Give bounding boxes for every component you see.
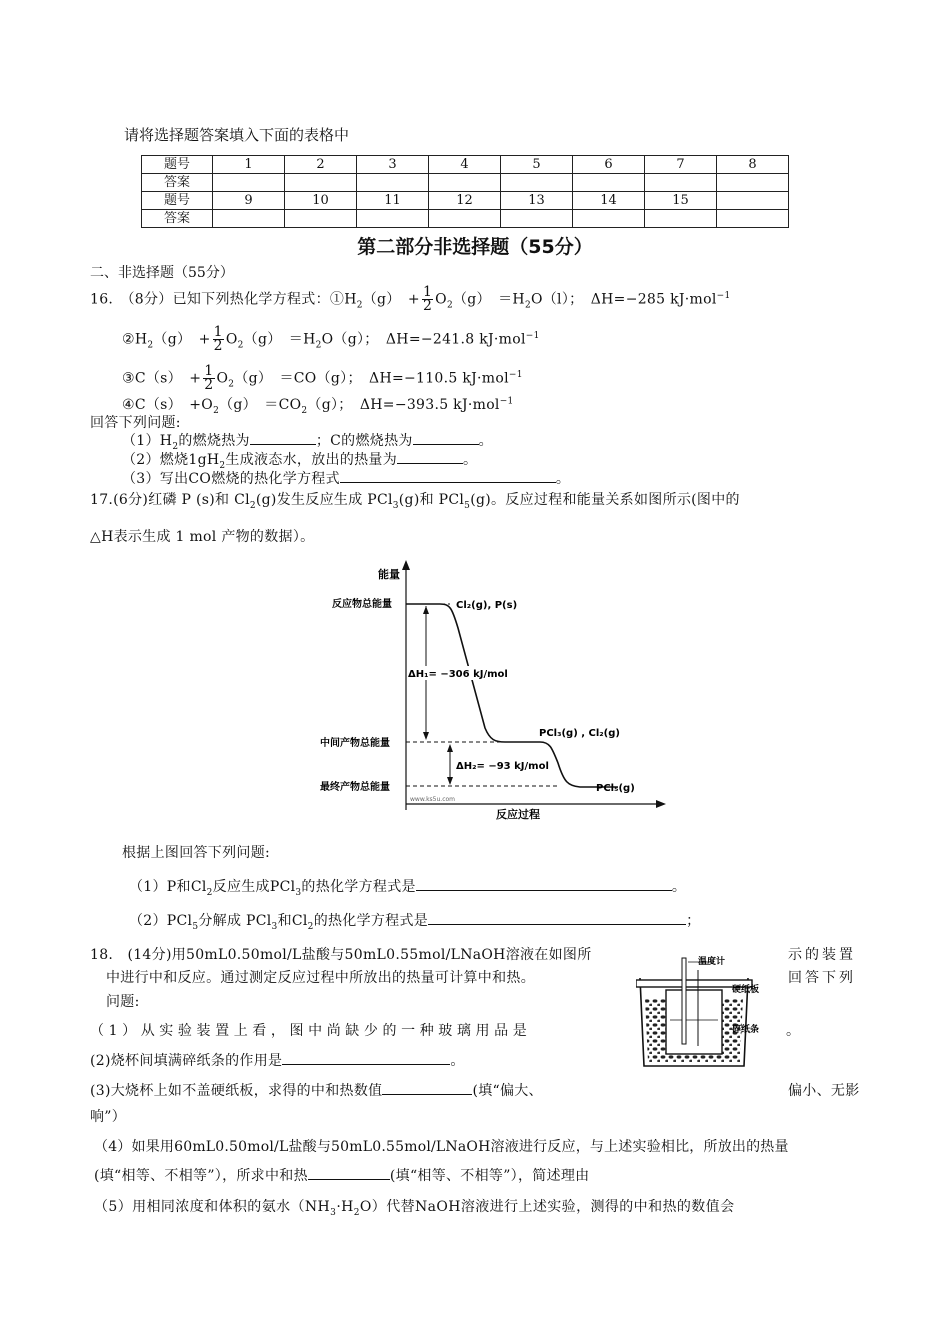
part-title: 第二部分非选择题（55分）: [357, 236, 593, 258]
final-level-label: 最终产物总能量: [320, 782, 390, 793]
q16-intro: 16. （8分）已知下列热化学方程式：: [90, 291, 330, 308]
q18-sub3: [90, 1080, 543, 1100]
dh2-arrowhead: [447, 744, 453, 752]
eq-sub: 2: [147, 340, 154, 351]
eq-sub: 2: [237, 340, 244, 351]
text: ；: [686, 913, 701, 929]
eq-text: O: [435, 291, 447, 308]
dh1-label: ΔH₁= −306 kJ/mol: [408, 669, 508, 680]
row-label: 题号: [142, 156, 213, 174]
final-species: PCl₅(g): [596, 783, 635, 794]
text: 的热化学方程式是: [313, 913, 429, 929]
question-number: 6: [573, 156, 645, 174]
text: (填“偏大、: [472, 1083, 543, 1099]
answer-cell[interactable]: [213, 210, 285, 228]
question-number: 7: [645, 156, 717, 174]
eq-sup: −1: [499, 396, 514, 407]
answer-cell[interactable]: [645, 210, 717, 228]
energy-diagram: [300, 558, 680, 826]
answer-cell[interactable]: [285, 210, 357, 228]
q18-sub4-line2: [94, 1165, 589, 1185]
text: 17.(6分)红磷 P (s)和 Cl: [90, 492, 250, 508]
frac-den: 2: [422, 298, 433, 314]
thermometer-label: 温度计: [698, 957, 726, 967]
question-number: 14: [573, 192, 645, 210]
instruction: 请将选择题答案填入下面的表格中: [124, 126, 350, 144]
q17-line2: △H表示生成 1 mol 产物的数据）。: [90, 529, 315, 545]
reactant-species: Cl₂(g), P(s): [456, 600, 518, 611]
eq-sup: −1: [525, 330, 540, 341]
x-axis-label: 反应过程: [496, 808, 540, 821]
answer-blank[interactable]: [413, 430, 479, 445]
question-number: 10: [285, 192, 357, 210]
eq-sup: −1: [716, 290, 731, 301]
cardboard-label: 硬纸板: [732, 985, 760, 995]
answer-cell[interactable]: [645, 174, 717, 192]
q17-sub1: （1）P和$Cl_2$反应生成PCl$_3$的热化学方程式是 。: [129, 876, 686, 898]
dh2-label: ΔH₂= −93 kJ/mol: [456, 761, 549, 772]
q18-sub1-end: 。: [786, 1023, 801, 1039]
text: （3）写出CO燃烧的热化学方程式: [122, 471, 340, 487]
question-number: 3: [357, 156, 429, 174]
frac-num: 1: [204, 363, 214, 379]
answer-cell[interactable]: [573, 174, 645, 192]
question-number: 15: [645, 192, 717, 210]
answer-blank[interactable]: [340, 468, 556, 483]
watermark: www.ks5u.com: [410, 796, 456, 803]
eq-text: （g）； ΔH=−393.5 kJ·mol: [307, 397, 500, 413]
text: （2）PCl: [129, 913, 193, 929]
question-number: 12: [429, 192, 501, 210]
eq-text: C（s） +O: [134, 397, 214, 413]
answer-cell[interactable]: [717, 174, 789, 192]
answer-blank[interactable]: [382, 1080, 472, 1095]
answer-cell[interactable]: [429, 210, 501, 228]
question-number: 13: [501, 192, 573, 210]
q16-eq2: [122, 326, 540, 353]
eq-sub: 2: [228, 379, 235, 390]
answer-blank[interactable]: [428, 910, 686, 925]
answer-cell[interactable]: [501, 210, 573, 228]
answer-table: [141, 155, 789, 228]
answer-blank[interactable]: [282, 1050, 450, 1065]
text: （5）用相同浓度和体积的氨水（NH: [94, 1199, 331, 1215]
y-axis-label: 能量: [378, 568, 400, 581]
eq-marker: ①: [329, 291, 345, 308]
q16-sub1: $(1)H_2$的燃烧热为 ；C的燃烧热为 。: [122, 430, 493, 452]
question-number: 8: [717, 156, 789, 174]
x-axis-arrow: [656, 800, 666, 808]
q18-line1: 18. (14分)用50mL0.50mol/L盐酸与50mL0.55mol/LNaOH溶液在如图所: [90, 947, 592, 963]
answer-cell[interactable]: [501, 174, 573, 192]
text: 。: [463, 452, 478, 468]
eq-marker: ②: [122, 331, 135, 348]
answer-cell[interactable]: [717, 210, 789, 228]
q16-eq3: [122, 365, 523, 392]
q18-sub5: （5）用相同浓度和体积的氨水$(NH_3\cdot H_2O)$代替NaOH溶液进行上述实验，测得的中和热的数值会: [94, 1199, 735, 1218]
q18-line2: 中进行中和反应。通过测定反应过程中所放出的热量可计算中和热。: [106, 970, 535, 986]
fraction: [422, 286, 433, 313]
eq-sub: 2: [356, 300, 363, 311]
eq-text: （g） +: [153, 331, 211, 348]
eq-sub: 2: [213, 405, 220, 416]
text: 生成液态水，放出的热量为: [225, 452, 398, 468]
q18-line3: 问题:: [106, 994, 140, 1010]
text: 和Cl: [277, 913, 308, 929]
answer-blank[interactable]: [416, 876, 672, 891]
text: ·H: [336, 1199, 354, 1215]
dh1-arrowhead: [423, 606, 429, 614]
answer-blank[interactable]: [308, 1165, 390, 1180]
row-label: 题号: [142, 192, 213, 210]
q18-sub1: （1）从实验装置上看，图中尚缺少的一种玻璃用品是: [90, 1023, 532, 1039]
eq-text: O: [225, 331, 238, 348]
eq-text: C（s） +: [134, 370, 202, 387]
table-row: [142, 156, 789, 174]
text: 。: [671, 879, 687, 895]
q16-eq1: [90, 286, 731, 313]
q17-sub2: （2）PCl$_5$分解成 PCl$_3$和$Cl_2$的热化学方程式是 ；: [129, 910, 700, 932]
intermediate-species: PCl₃(g) , Cl₂(g): [539, 728, 620, 739]
eq-text: （g） ＝H: [243, 331, 316, 348]
table-row: [142, 192, 789, 210]
eq-text: （g） ＝CO: [219, 397, 302, 413]
q18-sub2: [90, 1050, 465, 1070]
eq-text: H: [344, 291, 357, 308]
eq-text: （g） ＝CO（g）； ΔH=−110.5 kJ·mol: [234, 370, 509, 387]
fraction: [203, 365, 214, 392]
text: (g)。反应过程和能量关系如图所示(图中的: [470, 492, 740, 508]
text: 分解成 PCl: [198, 913, 272, 929]
question-number: 11: [357, 192, 429, 210]
text: (3)大烧杯上如不盖硬纸板，求得的中和热数值: [90, 1083, 383, 1099]
eq-sub: 2: [524, 300, 531, 311]
dh1-arrowhead: [423, 732, 429, 740]
fraction: [213, 326, 224, 353]
question-number: 5: [501, 156, 573, 174]
energy-curve: [406, 604, 618, 787]
text: (g)发生反应生成 PCl: [255, 492, 393, 508]
answer-cell[interactable]: [213, 174, 285, 192]
question-number: 4: [429, 156, 501, 174]
calorimeter-figure: [636, 950, 784, 1072]
reactant-level-label: 反应物总能量: [332, 599, 392, 610]
q17-line1: 17.(6分)红磷 P (s)和 $Cl_2(g)$发生反应生成 PCl$_3$(g)和 PCl$_5$(g)。反应过程和能量关系如图所示(图中的: [90, 492, 740, 511]
dh2-arrowhead: [447, 777, 453, 785]
text: (填“相等、不相等”），所求中和热: [94, 1168, 308, 1184]
eq-marker: ④: [122, 397, 135, 413]
table-row: [142, 174, 789, 192]
row-label: 答案: [142, 174, 213, 192]
eq-text: （g） ＝H: [452, 291, 525, 308]
eq-marker: ③: [122, 370, 135, 387]
text: （2）燃烧1gH: [122, 452, 220, 468]
text: (2)烧杯间填满碎纸条的作用是: [90, 1053, 283, 1069]
eq-text: O（g）； ΔH=−241.8 kJ·mol: [321, 331, 526, 348]
eq-text: O: [216, 370, 229, 387]
q16-sub3: [122, 468, 570, 488]
intermediate-level-label: 中间产物总能量: [320, 738, 390, 749]
q18-sub3-right: 偏小、无影: [788, 1083, 860, 1099]
thermometer: [682, 958, 686, 1044]
text: 的热化学方程式是: [301, 879, 416, 895]
answer-cell[interactable]: [573, 210, 645, 228]
text: ；C的燃烧热为: [315, 433, 413, 449]
q18-sub4-line1: （4）如果用60mL0.50mol/L盐酸与50mL0.55mol/LNaOH溶液进行反应，与上述实验相比，所放出的热量: [94, 1139, 789, 1155]
frac-den: 2: [213, 338, 223, 354]
q18-line2-right: 回答下列: [788, 970, 856, 986]
paper-label: 碎纸条: [732, 1025, 760, 1035]
text: 的燃烧热为: [178, 433, 250, 449]
table-row: [142, 210, 789, 228]
text: O）代替NaOH溶液进行上述实验，测得的中和热的数值会: [359, 1199, 735, 1215]
answer-cell[interactable]: [357, 174, 429, 192]
answer-cell[interactable]: [357, 210, 429, 228]
frac-den: 2: [204, 377, 214, 393]
text: 。: [450, 1053, 465, 1069]
text: 反应生成PCl: [212, 879, 296, 895]
section-heading: 二、非选择题（55分）: [90, 265, 234, 281]
text: (填“相等、不相等”），简述理由: [389, 1168, 590, 1184]
row-label: 答案: [142, 210, 213, 228]
text: 。: [478, 433, 493, 449]
eq-text: H: [134, 331, 148, 348]
answer-cell[interactable]: [429, 174, 501, 192]
answer-blank[interactable]: [397, 449, 463, 464]
q16-prompt: 回答下列问题:: [90, 415, 181, 431]
question-number: [717, 192, 789, 210]
frac-num: 1: [213, 324, 223, 340]
answer-blank[interactable]: [250, 430, 316, 445]
text: （1）P和Cl: [129, 879, 207, 895]
text: （1）H: [122, 433, 173, 449]
question-number: 2: [285, 156, 357, 174]
question-number: 1: [213, 156, 285, 174]
eq-sub: 2: [446, 300, 453, 311]
eq-sub: 2: [301, 405, 308, 416]
eq-text: O（l）； ΔH=−285 kJ·mol: [530, 291, 717, 308]
answer-cell[interactable]: [285, 174, 357, 192]
text: (g)和 PCl: [398, 492, 465, 508]
question-number: 9: [213, 192, 285, 210]
inner-beaker: [666, 990, 722, 1054]
eq-text: （g） +: [362, 291, 420, 308]
y-axis-arrow: [402, 560, 410, 570]
text: 。: [555, 471, 571, 487]
frac-num: 1: [422, 284, 433, 300]
eq-sup: −1: [508, 369, 523, 380]
q17-prompt: 根据上图回答下列问题:: [122, 845, 271, 861]
q18-sub3-line2: 响”）: [90, 1109, 127, 1125]
q18-line1-right: 示的装置: [788, 947, 856, 963]
q16-sub2: （2）燃烧$1gH_2$生成液态水，放出的热量为 。: [122, 449, 477, 471]
eq-sub: 2: [315, 340, 322, 351]
